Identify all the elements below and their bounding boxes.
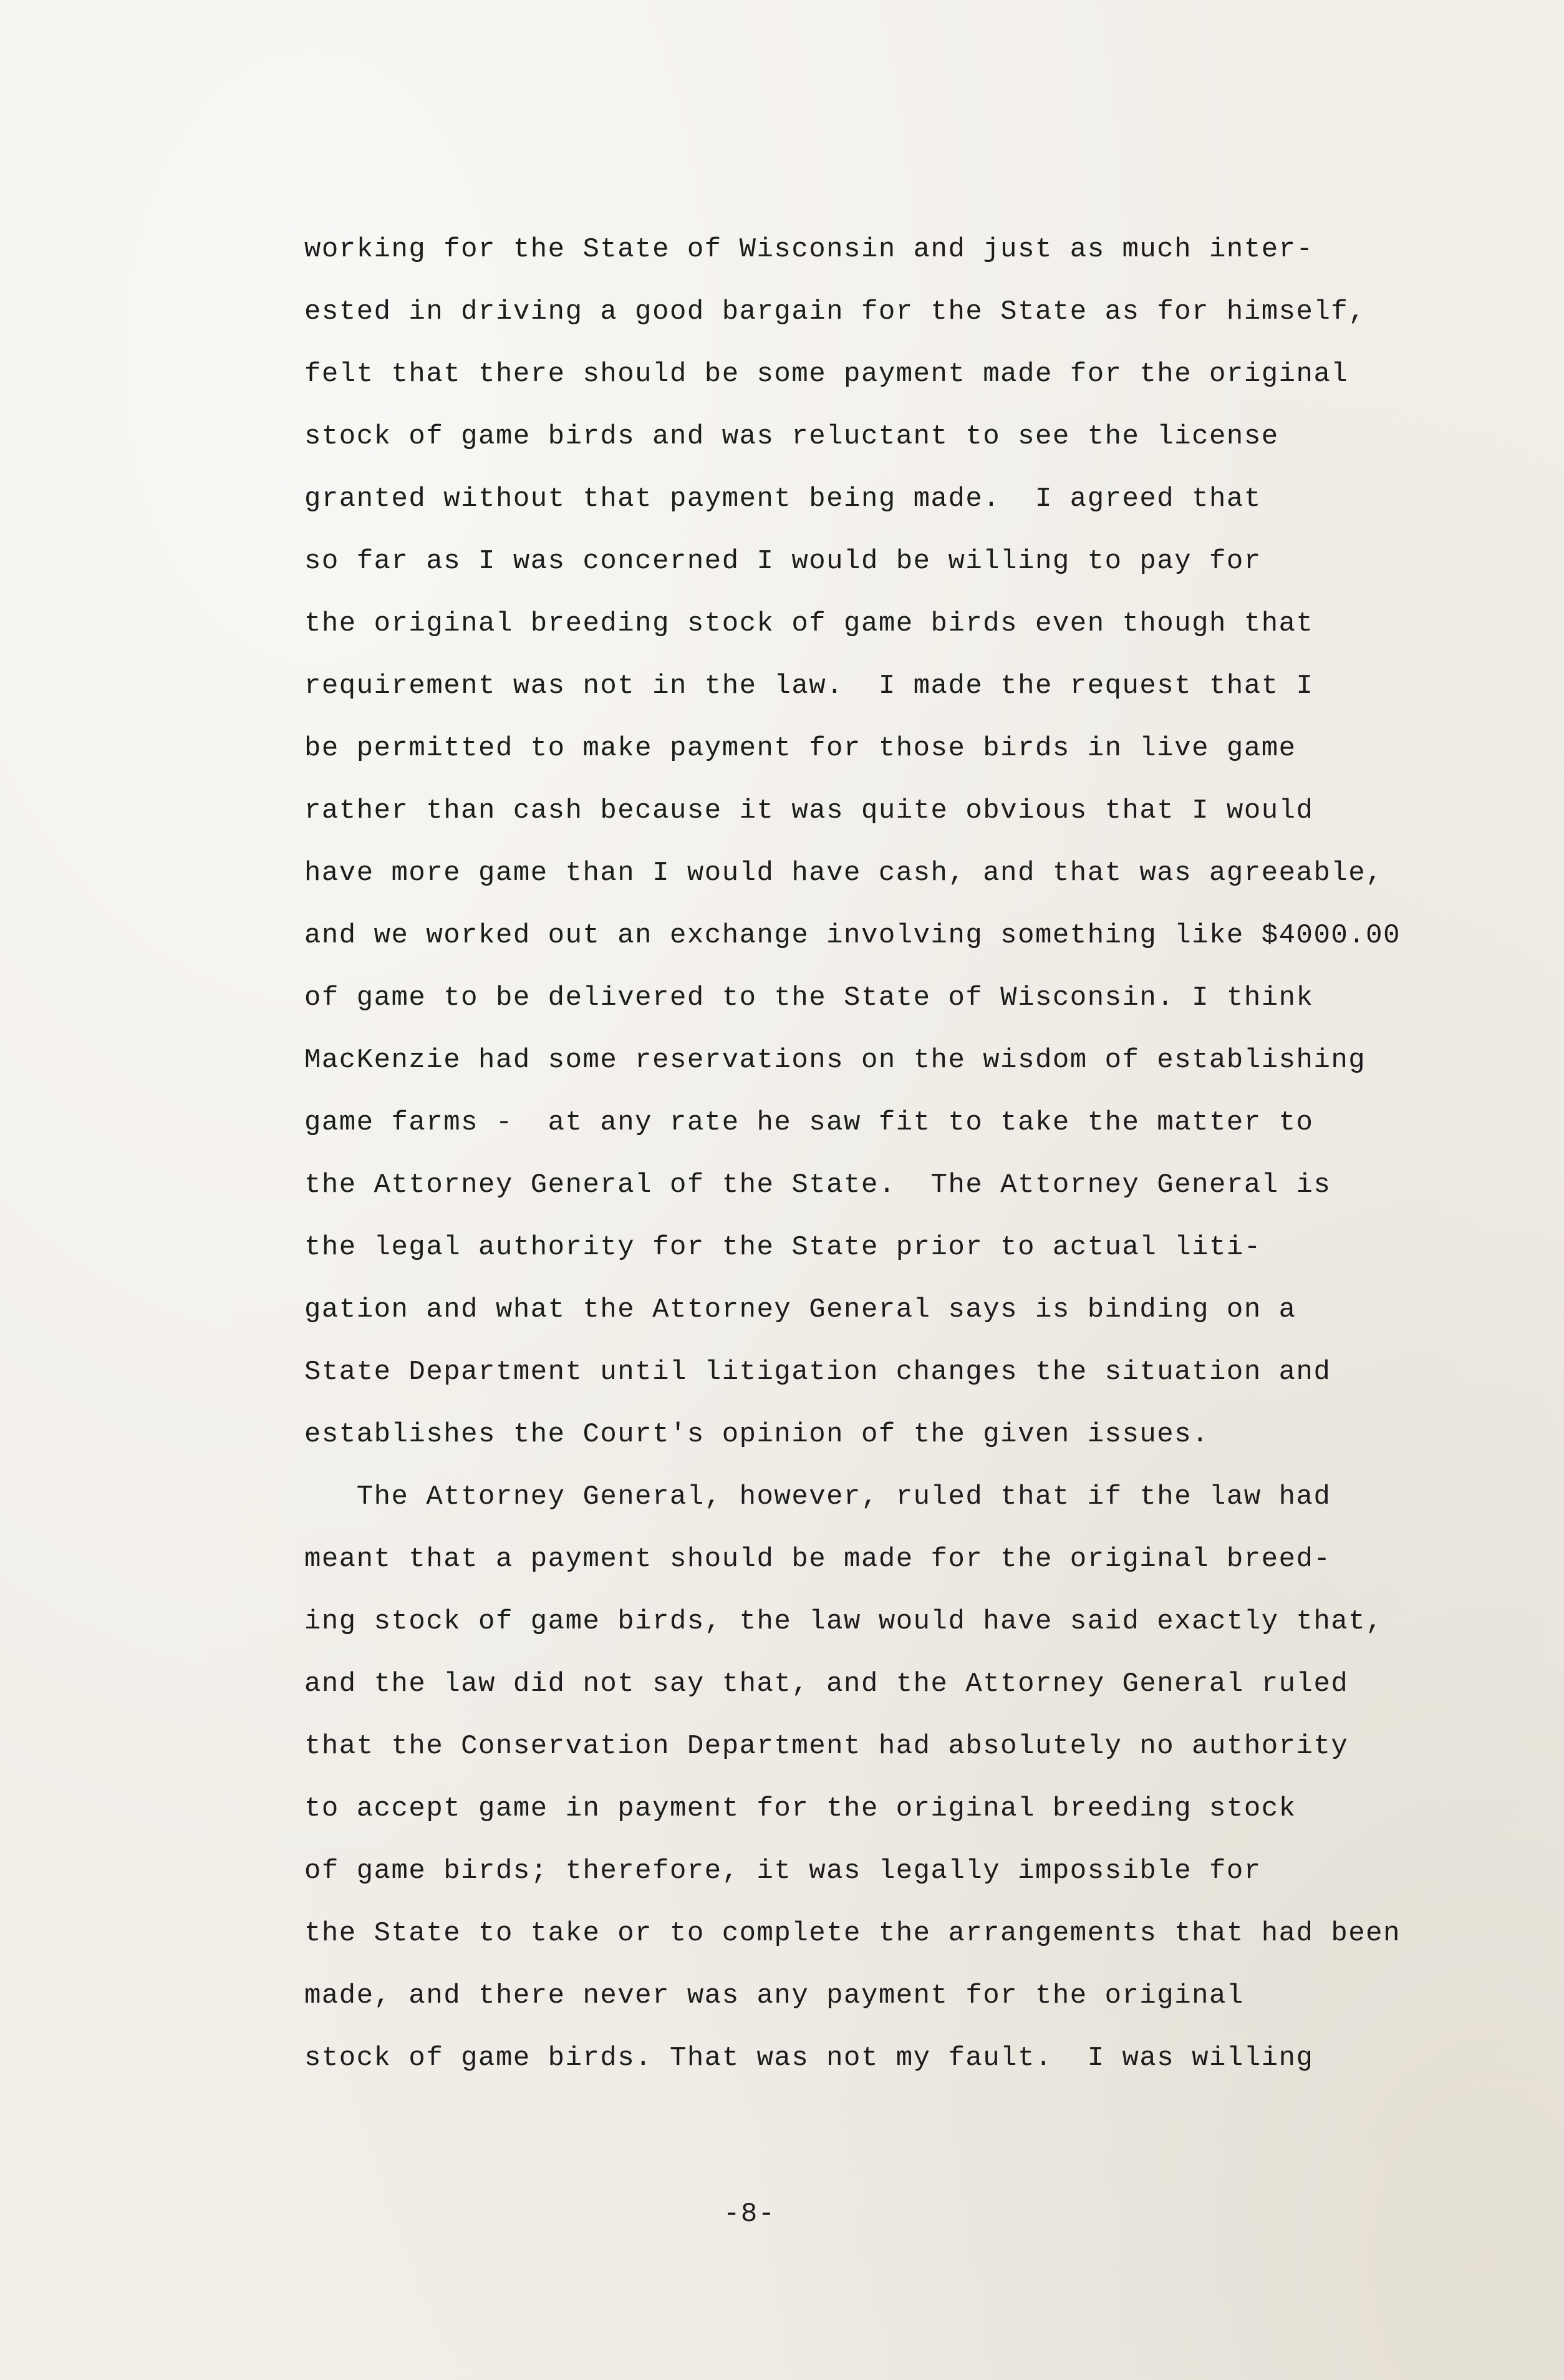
text-line: that the Conservation Department had absolutely no authority xyxy=(304,1731,1349,1762)
text-line: made, and there never was any payment for the original xyxy=(304,1980,1244,2011)
text-line: the original breeding stock of game birds even though that xyxy=(304,608,1314,639)
text-line: stock of game birds. That was not my fault. I was willing xyxy=(304,2043,1314,2074)
text-line: MacKenzie had some reservations on the wisdom of establishing xyxy=(304,1045,1366,1076)
text-line: meant that a payment should be made for the original breed- xyxy=(304,1544,1331,1575)
text-line: felt that there should be some payment made for the original xyxy=(304,359,1349,390)
text-line: establishes the Court's opinion of the given issues. xyxy=(304,1419,1210,1450)
text-line: ing stock of game birds, the law would have said exactly that, xyxy=(304,1606,1384,1637)
text-line: gation and what the Attorney General says is binding on a xyxy=(304,1294,1296,1325)
text-line: the Attorney General of the State. The Attorney General is xyxy=(304,1169,1331,1201)
text-line: working for the State of Wisconsin and just as much inter- xyxy=(304,234,1314,265)
text-line: granted without that payment being made. I agreed that xyxy=(304,483,1262,515)
text-line: game farms - at any rate he saw fit to take the matter to xyxy=(304,1107,1314,1138)
text-line: of game birds; therefore, it was legally impossible for xyxy=(304,1855,1262,1887)
text-line: ested in driving a good bargain for the State as for himself, xyxy=(304,296,1366,327)
text-line: the State to take or to complete the arrangements that had been xyxy=(304,1918,1401,1949)
text-line: of game to be delivered to the State of Wisconsin. I think xyxy=(304,982,1314,1013)
text-line: rather than cash because it was quite obvious that I would xyxy=(304,795,1314,826)
text-line: and the law did not say that, and the Attorney General ruled xyxy=(304,1668,1349,1700)
text-line: and we worked out an exchange involving something like $4000.00 xyxy=(304,920,1401,951)
text-line: to accept game in payment for the original breeding stock xyxy=(304,1793,1296,1824)
text-line: State Department until litigation changes the situation and xyxy=(304,1357,1331,1388)
text-line: have more game than I would have cash, and that was agreeable, xyxy=(304,858,1384,889)
page-number: -8- xyxy=(723,2199,776,2230)
text-line: The Attorney General, however, ruled that if the law had xyxy=(304,1481,1331,1512)
text-line: requirement was not in the law. I made the request that I xyxy=(304,670,1314,702)
text-line: so far as I was concerned I would be willing to pay for xyxy=(304,546,1262,577)
text-line: be permitted to make payment for those birds in live game xyxy=(304,733,1296,764)
text-line: stock of game birds and was reluctant to see the license xyxy=(304,421,1279,452)
text-line: the legal authority for the State prior to actual liti- xyxy=(304,1232,1262,1263)
